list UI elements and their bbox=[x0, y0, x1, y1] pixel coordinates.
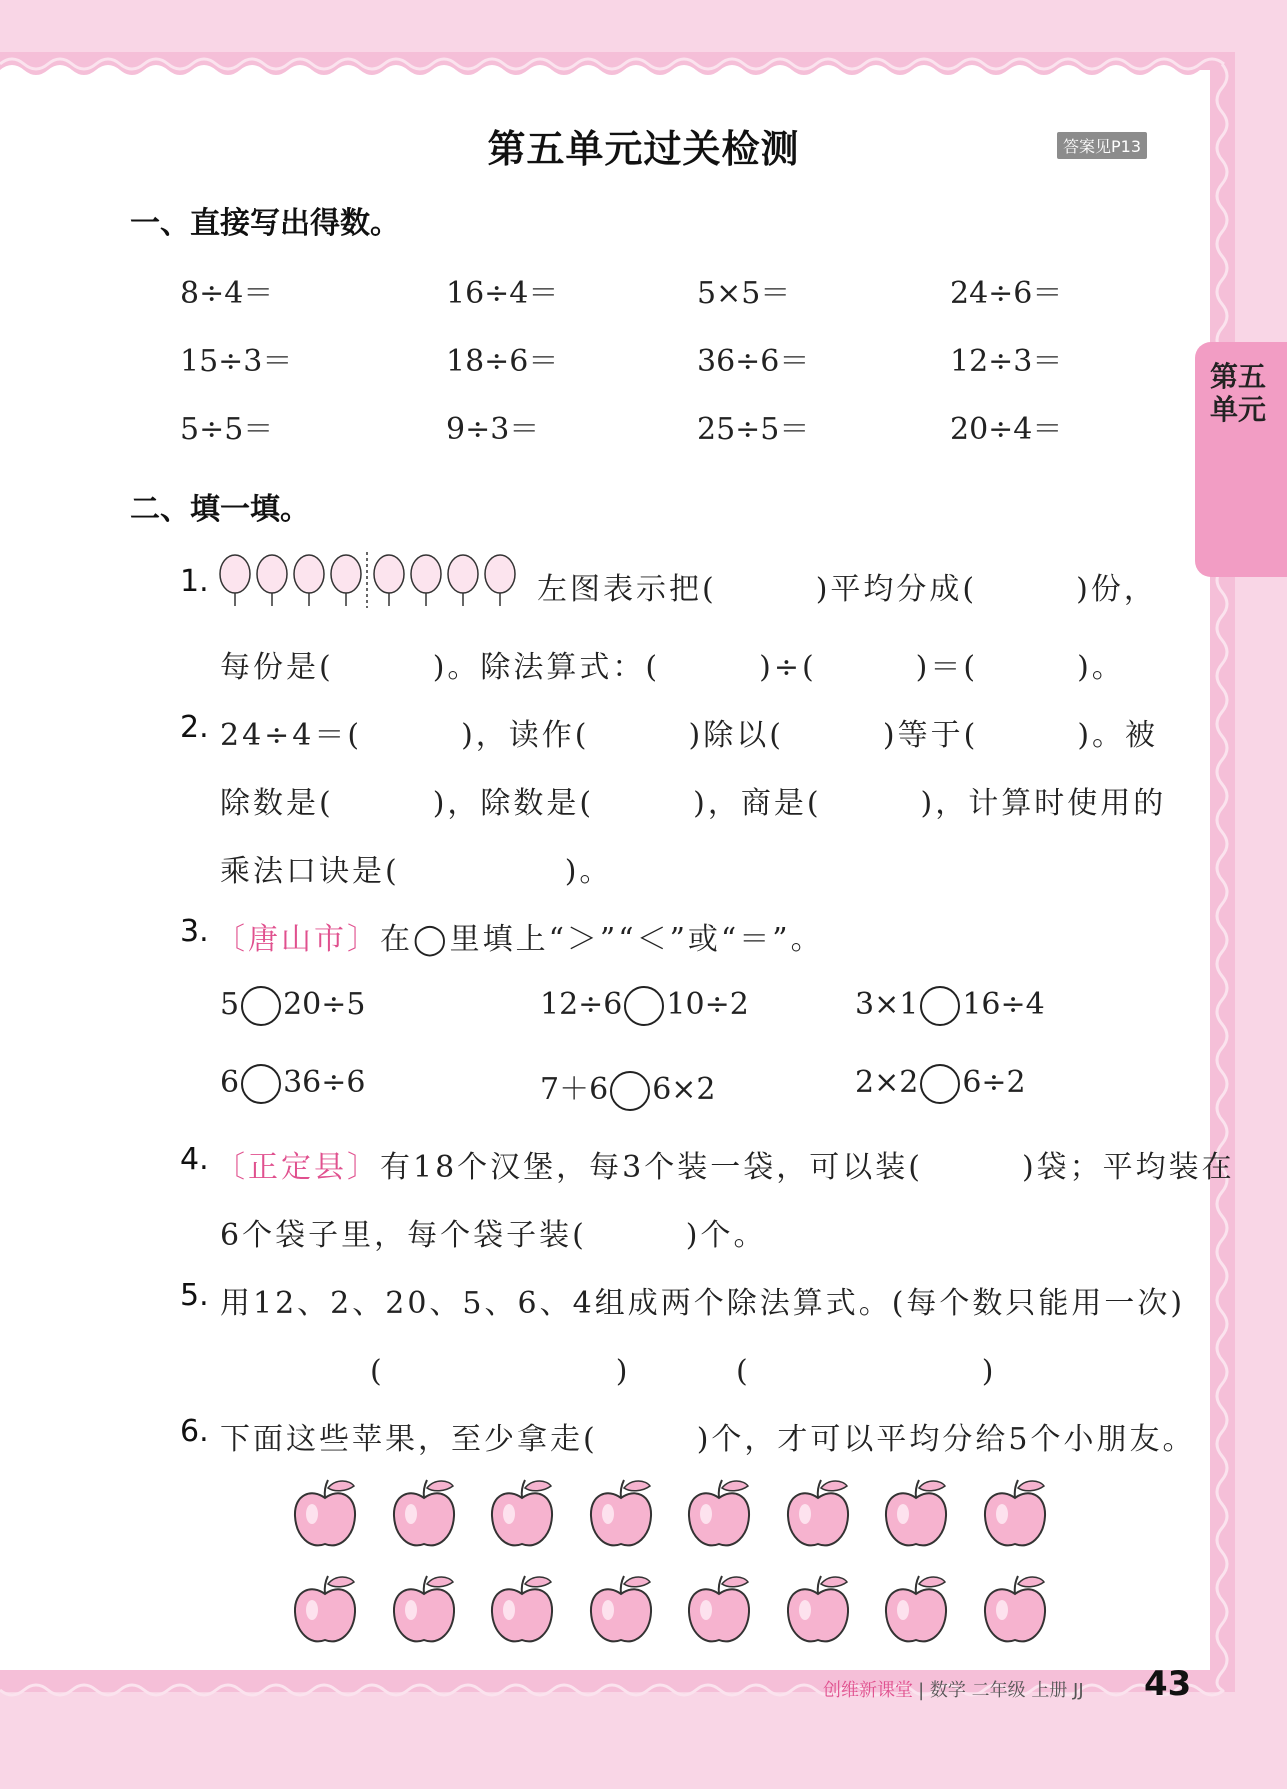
q4-line2: 6个袋子里，每个袋子装( )个。 bbox=[220, 1218, 767, 1253]
calc-item: 20÷4＝ bbox=[950, 412, 1063, 447]
calc-item: 9÷3＝ bbox=[446, 412, 540, 447]
compare-circle[interactable] bbox=[610, 1071, 650, 1111]
q6-line1: 下面这些苹果，至少拿走( )个，才可以平均分给5个小朋友。 bbox=[220, 1422, 1196, 1457]
compare-circle[interactable] bbox=[241, 986, 281, 1026]
apple-icon bbox=[783, 1574, 853, 1648]
apple-icon bbox=[389, 1478, 459, 1552]
q1-number: 1. bbox=[180, 564, 209, 599]
calc-item: 15÷3＝ bbox=[180, 344, 293, 379]
compare-circle[interactable] bbox=[920, 986, 960, 1026]
q4-region-tag: 〔正定县〕 bbox=[215, 1150, 380, 1185]
apple-icon bbox=[684, 1574, 754, 1648]
compare-circle[interactable] bbox=[624, 986, 664, 1026]
page-title: 第五单元过关检测 bbox=[487, 127, 800, 171]
compare-circle[interactable] bbox=[920, 1064, 960, 1104]
q5-line1: 用12、2、20、5、6、4组成两个除法算式。(每个数只能用一次) bbox=[220, 1286, 1186, 1321]
section2-heading: 二、填一填。 bbox=[130, 492, 310, 527]
q1-line2: 每份是( )。除法算式：( )÷( )＝( )。 bbox=[220, 650, 1125, 685]
calc-item: 12÷3＝ bbox=[950, 344, 1063, 379]
apple-icon bbox=[980, 1574, 1050, 1648]
q4-line1: 有18个汉堡，每3个装一袋，可以装( )袋；平均装在 bbox=[380, 1150, 1235, 1185]
apples-figure bbox=[290, 1478, 1060, 1648]
apple-icon bbox=[980, 1478, 1050, 1552]
calc-item: 25÷5＝ bbox=[697, 412, 810, 447]
apple-icon bbox=[487, 1478, 557, 1552]
q5-blank1[interactable]: ( ) bbox=[370, 1354, 631, 1389]
compare-item: 2×2 6÷2 bbox=[855, 1064, 1026, 1104]
compare-item: 5 20÷5 bbox=[220, 986, 366, 1026]
q3-region-tag: 〔唐山市〕 bbox=[215, 922, 380, 957]
unit-side-tab-label: 第五单元 bbox=[1209, 360, 1266, 426]
q4-line1-wrap bbox=[215, 1142, 1235, 1186]
calc-item: 5×5＝ bbox=[697, 276, 791, 311]
calc-item: 5÷5＝ bbox=[180, 412, 274, 447]
compare-item: 3×1 16÷4 bbox=[855, 986, 1045, 1026]
q6-number: 6. bbox=[180, 1414, 209, 1449]
q5-number: 5. bbox=[180, 1278, 209, 1313]
apple-icon bbox=[881, 1574, 951, 1648]
q3-line bbox=[215, 914, 824, 958]
apple-icon bbox=[684, 1478, 754, 1552]
section1-heading: 一、直接写出得数。 bbox=[130, 206, 400, 241]
compare-item: 7＋6 6×2 bbox=[540, 1064, 716, 1111]
q5-blank2[interactable]: ( ) bbox=[736, 1354, 997, 1389]
page-number: 43 bbox=[1144, 1664, 1192, 1704]
q4-number: 4. bbox=[180, 1142, 209, 1177]
q2-line3: 乘法口诀是( )。 bbox=[220, 854, 613, 889]
answer-key-badge: 答案见P13 bbox=[1057, 132, 1147, 159]
calc-item: 18÷6＝ bbox=[446, 344, 559, 379]
calc-item: 24÷6＝ bbox=[950, 276, 1063, 311]
apple-icon bbox=[586, 1478, 656, 1552]
compare-item: 6 36÷6 bbox=[220, 1064, 366, 1104]
apple-icon bbox=[290, 1574, 360, 1648]
q1-line1: 左图表示把( )平均分成( )份， bbox=[537, 572, 1157, 607]
footer-brand: 创维新课堂 bbox=[823, 1680, 913, 1701]
q2-line2: 除数是( )，除数是( )，商是( )，计算时使用的 bbox=[220, 786, 1167, 821]
apple-icon bbox=[389, 1574, 459, 1648]
apple-icon bbox=[290, 1478, 360, 1552]
footer-book-info: | 数学 二年级 上册 JJ bbox=[918, 1680, 1084, 1701]
apple-icon bbox=[586, 1574, 656, 1648]
q3-number: 3. bbox=[180, 914, 209, 949]
q2-line1: 24÷4＝( )，读作( )除以( )等于( )。被 bbox=[220, 718, 1159, 753]
apple-icon bbox=[881, 1478, 951, 1552]
balloons-figure bbox=[216, 552, 520, 608]
compare-circle[interactable] bbox=[241, 1064, 281, 1104]
q3-instruction: 在◯里填上“＞”“＜”或“＝”。 bbox=[380, 922, 824, 957]
footer bbox=[823, 1676, 1084, 1702]
calc-item: 8÷4＝ bbox=[180, 276, 274, 311]
apple-icon bbox=[487, 1574, 557, 1648]
calc-item: 16÷4＝ bbox=[446, 276, 559, 311]
compare-item: 12÷6 10÷2 bbox=[540, 986, 749, 1026]
q2-number: 2. bbox=[180, 710, 209, 745]
calc-item: 36÷6＝ bbox=[697, 344, 810, 379]
apple-icon bbox=[783, 1478, 853, 1552]
